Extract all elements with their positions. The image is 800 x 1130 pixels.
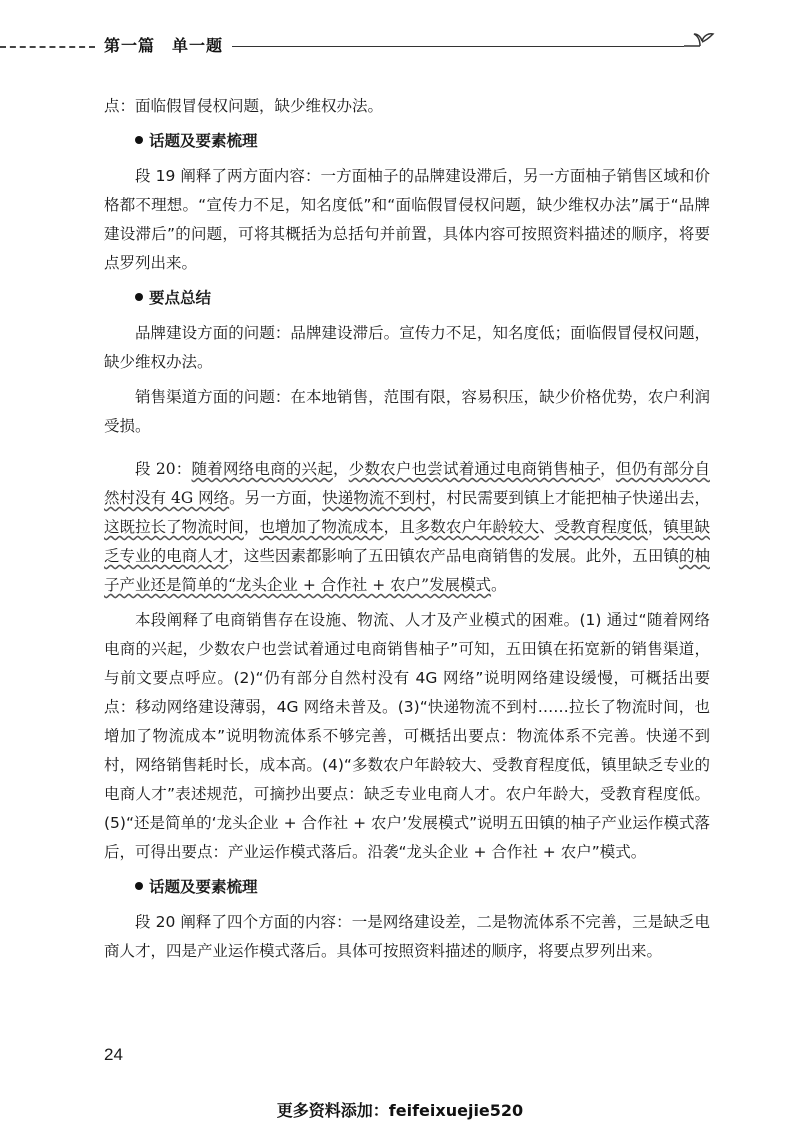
header-dashed-rule — [0, 46, 95, 48]
subheading-topic-elements-2: 话题及要素梳理 — [104, 873, 710, 902]
underline-segment: 受教育程度低 — [554, 518, 648, 536]
paragraph-analysis-20: 本段阐释了电商销售存在设施、物流、人才及产业模式的困难。(1) 通过“随着网络电商的兴起，少数农户也尝试着通过电商销售柚子”可知，五田镇在拓宽新的销售渠道，与前文要点呼应。(2)“仍有部分自然村没有 4G 网络”说明网络建设缓慢，可概括出要点：移动网络建设薄弱，4G 网络未普及。(3)“快递物流不到村……拉长了物流时间，也增加了物流成本”说明物流体系不够完善，可概括出要点：物流体系不完善。快递不到村，网络销售耗时长，成本高。(4)“多数农户年龄较大、受教育程度低，镇里缺乏专业的电商人才”表述规范，可摘抄出要点：缺乏专业电商人才。农户年龄大，受教育程度低。(5)“还是简单的‘龙头企业 + 合作社 + 农户’发展模式”说明五田镇的柚子产业运作模式落后，可得出要点：产业运作模式落后。沿袭“龙头企业 + 合作社 + 农户”模式。 — [104, 611, 710, 861]
paragraph-summary-20: 段 20 阐释了四个方面的内容：一是网络建设差，二是物流体系不完善，三是缺乏电商人才，四是产业运作模式落后。具体可按照资料描述的顺序，将要点罗列出来。 — [104, 913, 710, 960]
underline-segment: 多数农户年龄较大 — [414, 518, 540, 536]
header-rule — [232, 46, 684, 47]
subheading-topic-elements: 话题及要素梳理 — [104, 127, 710, 156]
underline-segment: 快递物流不到村 — [322, 489, 431, 507]
page-number: 24 — [104, 1045, 123, 1064]
underline-segment: 少数农户也尝试着通过电商销售柚子 — [348, 460, 601, 478]
bullet-icon — [135, 293, 143, 301]
bullet-icon — [135, 136, 143, 144]
underline-segment: 但仍有部分自然村没有 4G 网络 — [104, 460, 710, 507]
underline-segment: 也增加了物流成本 — [259, 518, 384, 536]
section-title: 第一篇 单一题 — [104, 36, 224, 55]
paragraph-continuation: 点：面临假冒侵权问题，缺少维权办法。 — [104, 97, 384, 115]
underline-segment: 随着网络电商的兴起 — [191, 460, 333, 478]
subheading-key-points: 要点总结 — [104, 284, 710, 313]
footer-note: 更多资料添加：feifeixuejie520 — [276, 1101, 524, 1120]
page-body — [104, 92, 710, 972]
underline-segment: 镇里缺乏专业的电商人才 — [104, 518, 710, 565]
paragraph-brand-issues: 品牌建设方面的问题：品牌建设滞后。宣传力不足，知名度低；面临假冒侵权问题，缺少维权办法。 — [104, 324, 710, 371]
sprout-icon — [680, 28, 716, 58]
running-header — [0, 28, 800, 68]
bullet-icon — [135, 882, 143, 890]
quoted-material-20: 段 20：随着网络电商的兴起，少数农户也尝试着通过电商销售柚子，但仍有部分自然村没有 4G 网络。另一方面，快递物流不到村，村民需要到镇上才能把柚子快递出去，这既拉长了物流时间，也增加了物流成本，且多数农户年龄较大、受教育程度低，镇里缺乏专业的电商人才，这些因素都影响了五田镇农产品电商销售的发展。此外，五田镇的柚子产业还是简单的“龙头企业 + 合作社 + 农户”发展模式。 — [104, 460, 710, 594]
paragraph-analysis-19: 段 19 阐释了两方面内容：一方面柚子的品牌建设滞后，另一方面柚子销售区域和价格都不理想。“宣传力不足，知名度低”和“面临假冒侵权问题，缺少维权办法”属于“品牌建设滞后”的问题，可将其概括为总括句并前置，具体内容可按照资料描述的顺序，将要点罗列出来。 — [104, 167, 710, 272]
underline-segment: 这既拉长了物流时间 — [104, 518, 244, 536]
underline-segment: 的柚子产业还是简单的“龙头企业 + 合作社 + 农户”发展模式 — [104, 547, 710, 594]
paragraph-sales-issues: 销售渠道方面的问题：在本地销售，范围有限，容易积压，缺少价格优势，农户利润受损。 — [104, 388, 710, 435]
